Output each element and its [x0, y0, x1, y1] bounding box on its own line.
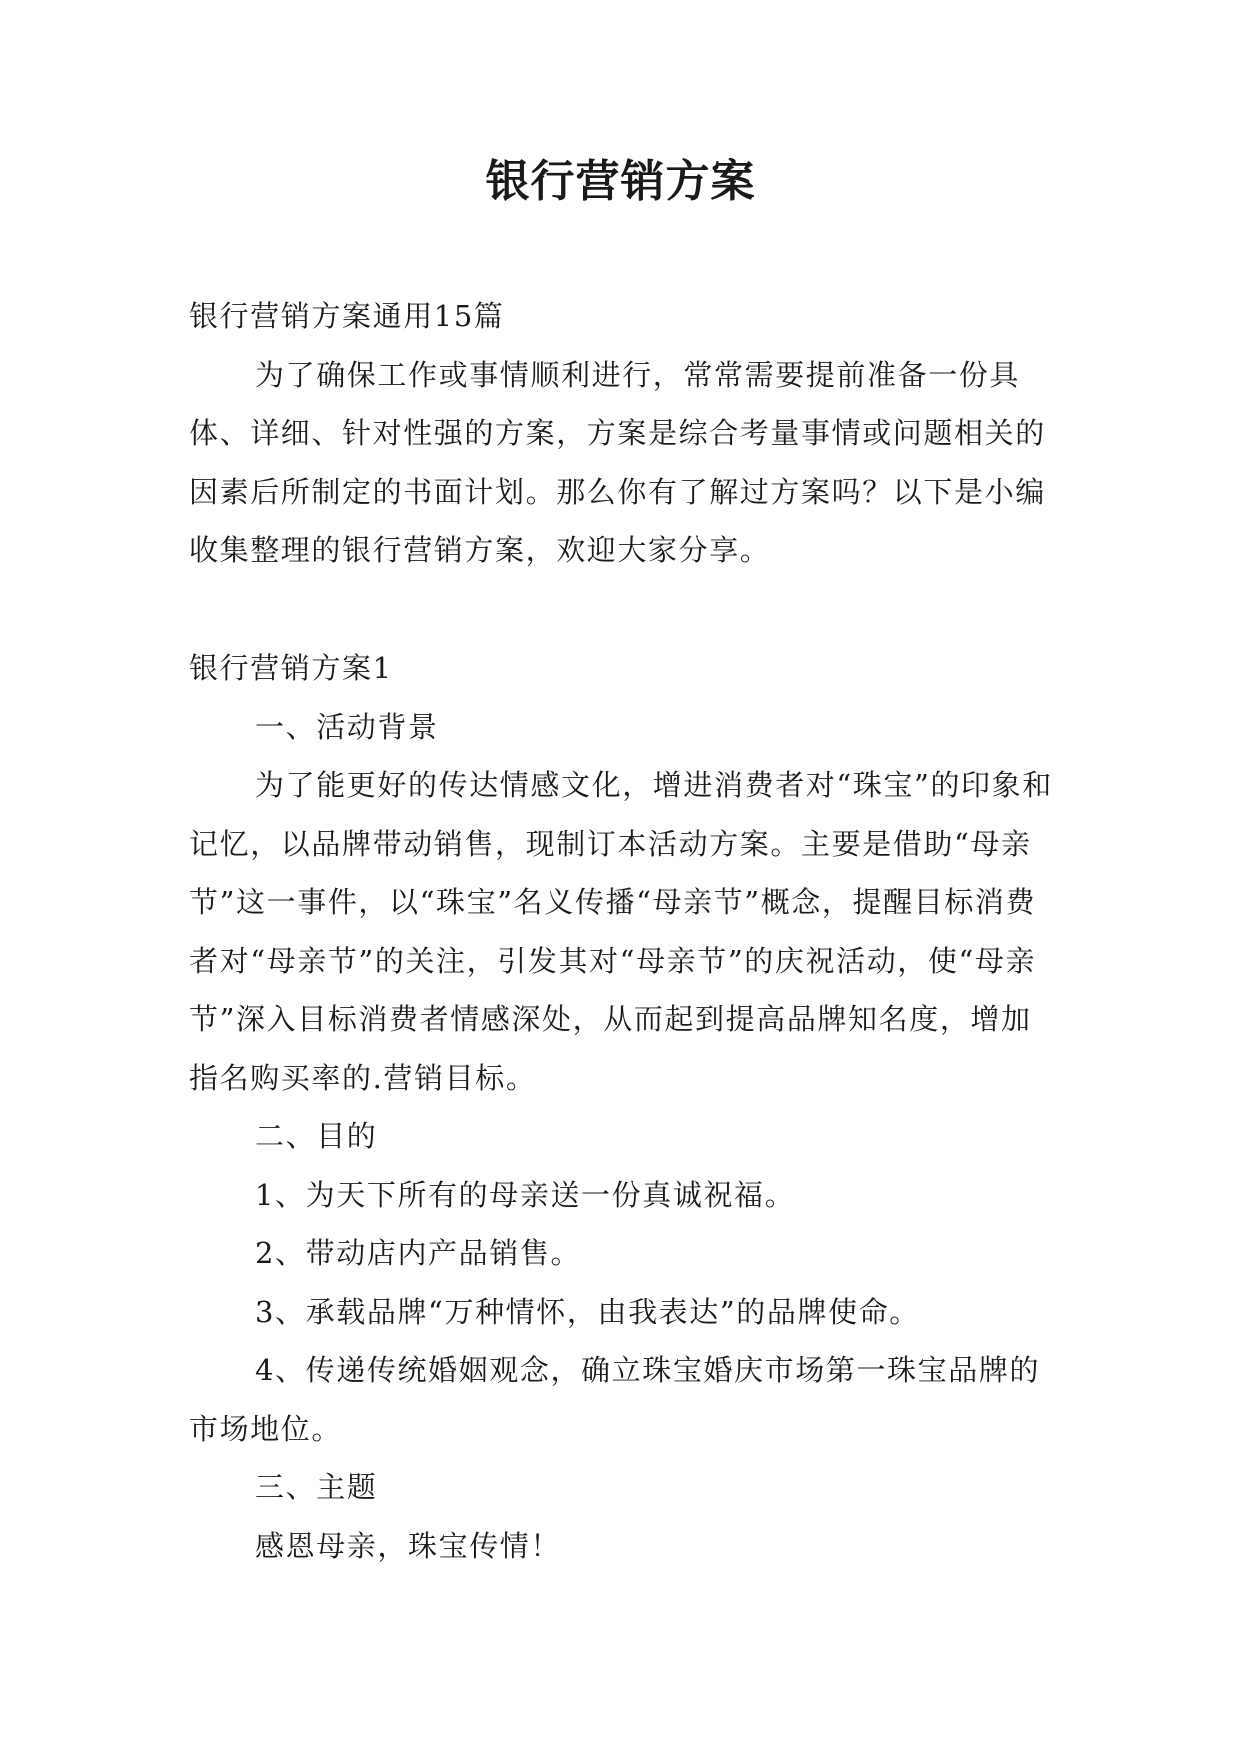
document-title: 银行营销方案: [485, 156, 756, 207]
section-1: [189, 639, 1059, 1575]
purpose-item: 1、为天下所有的母亲送一份真诚祝福。: [255, 1177, 796, 1212]
background-paragraph: 为了能更好的传达情感文化，增进消费者对“珠宝”的印象和记忆，以品牌带动销售，现制订本活动方案。主要是借助“母亲节”这一事件，以“珠宝”名义传播“母亲节”概念，提醒目标消费者对“母亲节”的关注，引发其对“母亲节”的庆祝活动，使“母亲节”深入目标消费者情感深处，从而起到提高品牌知名度，增加指名购买率的.营销目标。: [189, 768, 1053, 1095]
intro-paragraph: 为了确保工作或事情顺利进行，常常需要提前准备一份具体、详细、针对性强的方案，方案是综合考量事情或问题相关的因素后所制定的书面计划。那么你有了解过方案吗？以下是小编收集整理的银行营销方案，欢迎大家分享。: [189, 357, 1046, 567]
purpose-item: 4、传递传统婚姻观念，确立珠宝婚庆市场第一珠宝品牌的市场地位。: [189, 1353, 1041, 1446]
purpose-item: 3、承载品牌“万种情怀，由我表达”的品牌使命。: [255, 1294, 920, 1329]
theme-paragraph: 感恩母亲，珠宝传情！: [255, 1528, 562, 1563]
document-subtitle: 银行营销方案通用15篇: [189, 299, 505, 333]
purpose-item: 2、带动店内产品销售。: [255, 1236, 582, 1270]
theme-heading: 三、主题: [255, 1470, 378, 1504]
section-1-heading: 银行营销方案1: [189, 651, 393, 685]
intro-block: [189, 287, 1059, 580]
background-heading: 一、活动背景: [255, 709, 439, 744]
purpose-heading: 二、目的: [255, 1119, 378, 1153]
